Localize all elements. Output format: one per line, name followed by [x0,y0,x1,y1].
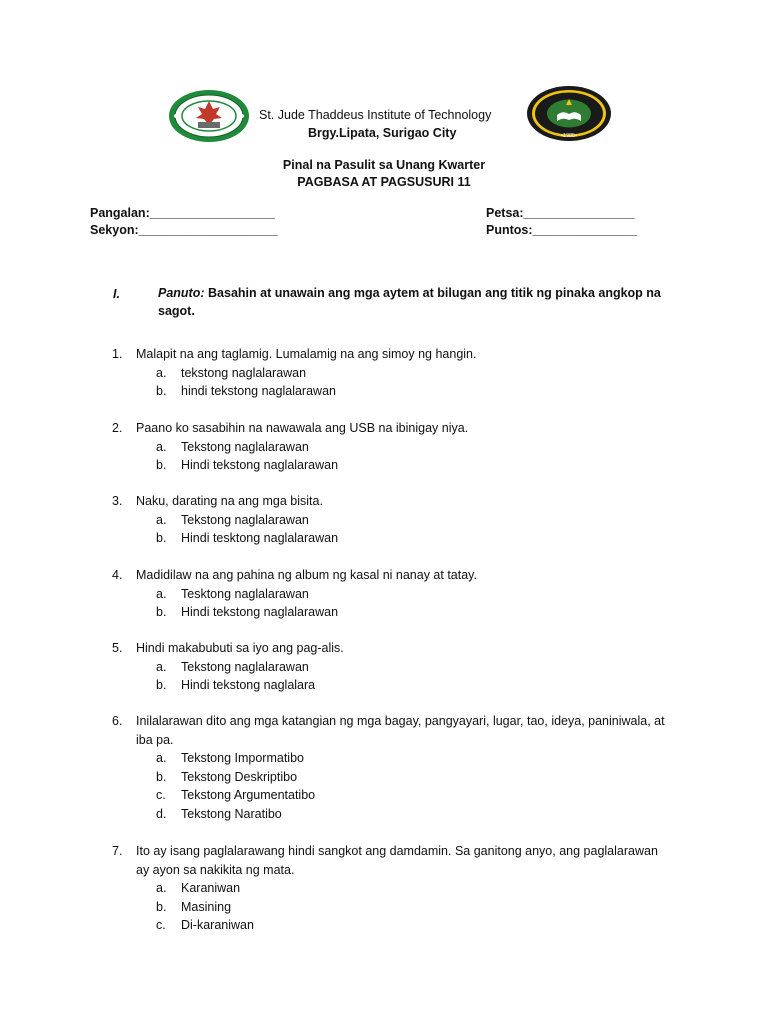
question-number: 3. [112,494,123,508]
question-3 [112,492,672,548]
option[interactable] [156,456,672,475]
question-text: Inilalarawan dito ang mga katangian ng mga bagay, pangyayari, lugar, tao, ideya, paniniwala, at iba pa. [136,714,665,747]
option-text: Di-karaniwan [181,918,254,932]
school-seal-logo [168,89,250,143]
question-text: Malapit na ang taglamig. Lumalamig na ang simoy ng hangin. [136,347,477,361]
subject-title: PAGBASA AT PAGSUSURI 11 [297,175,471,189]
option-letter: b. [156,769,167,784]
option[interactable] [156,382,672,401]
question-text: Madidilaw na ang pahina ng album ng kasal ni nanay at tatay. [136,568,477,582]
option-letter: b. [156,678,167,692]
option[interactable] [156,364,672,383]
question-number: 6. [112,714,123,728]
question-1 [112,345,672,401]
question-text: Paano ko sasabihin na nawawala ang USB na ibinigay niya. [136,421,469,435]
question-text: Naku, darating na ang mga bisita. [136,494,323,508]
question-5 [112,639,672,695]
option-letter: b. [156,605,167,619]
high-school-department-seal [526,85,612,142]
question-number: 7. [112,844,123,858]
option-text: Tekstong naglalarawan [181,439,309,454]
option-text: Hindi tekstong naglalarawan [181,605,339,619]
option-text: Tekstong Argumentatibo [181,788,316,802]
option[interactable] [156,585,672,604]
option[interactable] [156,529,672,548]
option[interactable] [156,768,672,787]
option-letter: b. [156,458,167,472]
instructions [158,285,678,320]
option[interactable] [156,749,672,768]
section-field[interactable]: Sekyon:____________________ [90,223,278,237]
option[interactable] [156,916,672,935]
option-text: Hindi tesktong naglalarawan [181,531,339,545]
name-field[interactable]: Pangalan:__________________ [90,206,275,220]
school-address: Brgy.Lipata, Surigao City [308,126,457,140]
option-letter: c. [156,918,166,932]
option-letter: a. [156,586,167,601]
option-text: Tekstong Naratibo [181,806,282,821]
seal-year: •1985• [560,133,578,139]
question-number: 1. [112,347,123,361]
instruction-text: Basahin at unawain ang mga aytem at bilugan ang titik ng pinaka angkop na sagot. [158,286,661,318]
option-text: hindi tekstong naglalarawan [181,384,336,398]
option-letter: a. [156,881,167,895]
option-text: Masining [181,899,232,914]
option-letter: b. [156,531,167,545]
question-2 [112,419,672,475]
school-name: St. Jude Thaddeus Institute of Technology [259,108,492,122]
option-letter: a. [156,439,167,454]
instruction-number: I. [113,287,120,301]
option-text: Tekstong naglalarawan [181,659,309,674]
question-number: 5. [112,641,123,655]
option-text: tekstong naglalarawan [181,365,307,380]
question-7 [112,842,672,935]
option-letter: a. [156,512,167,527]
option-letter: a. [156,751,167,765]
option[interactable] [156,438,672,457]
option-letter: b. [156,384,167,398]
option-text: Tekstong Deskriptibo [181,769,298,784]
exam-title: Pinal na Pasulit sa Unang Kwarter [282,158,486,172]
question-6 [112,712,672,823]
option-text: Tesktong naglalarawan [181,586,309,601]
question-text: Hindi makabubuti sa iyo ang pag-alis. [136,641,344,655]
option[interactable] [156,603,672,622]
option[interactable] [156,805,672,824]
option[interactable] [156,676,672,695]
option-letter: c. [156,788,166,802]
option-text: Hindi tekstong naglalara [181,678,316,692]
option-letter: a. [156,365,167,380]
question-4 [112,566,672,622]
option-text: Tekstong Impormatibo [181,751,304,765]
date-field[interactable]: Petsa:________________ [486,206,635,220]
question-text: Ito ay isang paglalarawang hindi sangkot ang damdamin. Sa ganitong anyo, ang paglalarawan ay ayon sa nakikita ng mata. [136,844,658,877]
option[interactable] [156,658,672,677]
instruction-label: Panuto: [158,286,205,300]
option[interactable] [156,786,672,805]
option-text: Tekstong naglalarawan [181,512,309,527]
question-number: 2. [112,421,123,435]
option-text: Hindi tekstong naglalarawan [181,458,339,472]
option[interactable] [156,898,672,917]
option-letter: b. [156,899,167,914]
option[interactable] [156,511,672,530]
score-field[interactable]: Puntos:_______________ [486,223,637,237]
question-number: 4. [112,568,123,582]
option-letter: a. [156,659,167,674]
option-letter: d. [156,806,167,821]
option[interactable] [156,879,672,898]
option-text: Karaniwan [181,881,241,895]
